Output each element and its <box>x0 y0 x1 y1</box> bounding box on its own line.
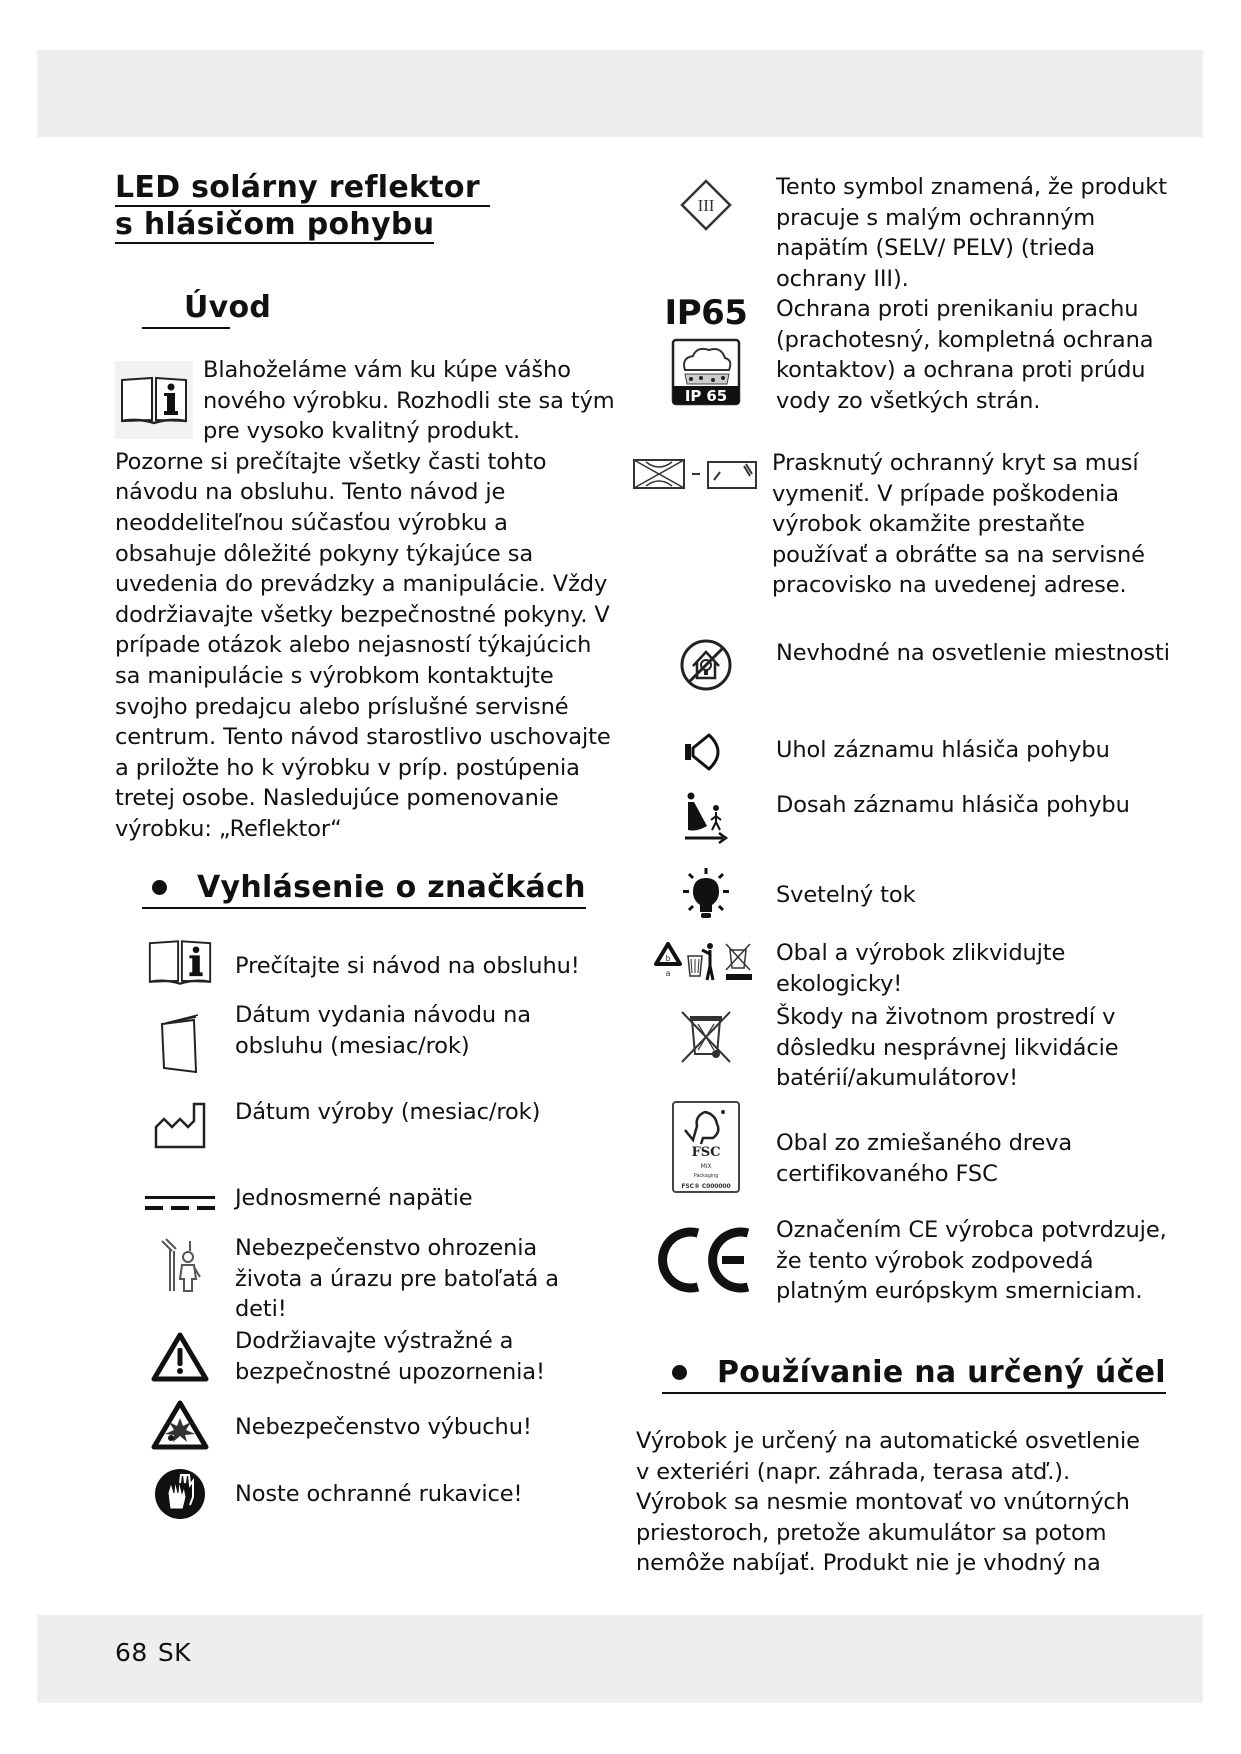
symbol-row <box>636 1002 1176 1094</box>
gloves-icon <box>125 1467 235 1521</box>
icon-label: a <box>665 969 671 978</box>
ip65-label: IP65 <box>664 293 748 333</box>
symbol-description: Noste ochranné rukavice! <box>235 1481 523 1507</box>
no-indoor-lighting-icon <box>636 638 776 692</box>
symbol-row <box>636 172 1176 294</box>
symbol-description: Nebezpečenstvo ohrozenia života a úrazu pre batoľatá a deti! <box>235 1235 559 1323</box>
header-band <box>37 50 1203 137</box>
cracked-cover-icon <box>632 448 772 492</box>
intro-text: Blahoželáme vám ku kúpe vášho nového výrobku. Rozhodli ste sa tým pre vysoko kvalitný produkt. Pozorne si prečítajte všetky časti tohto návodu na obsluhu. Tento návod je neoddeliteľnou súčasťou výrobku a obsahuje dôležité pokyny týkajúce sa uvedenia do prevádzky a manipulácie. Vždy dodržiavajte všetky bezpečnostné pokyny. V prípade otázok alebo nejasností týkajúcich sa manipulácie s výrobkom kontaktujte svojho predajcu alebo príslušné servisné centrum. Tento návod starostlivo uschovajte a priložte ho k výrobku v príp. postúpenia tretej osobe. Nasledujúce pomenovanie výrobku: „Reflektor“ <box>115 357 615 842</box>
symbol-row <box>636 790 1176 846</box>
detection-range-icon <box>636 790 776 846</box>
footer-band <box>37 1615 1203 1703</box>
symbol-row <box>125 1233 595 1325</box>
symbol-description: Jednosmerné napätie <box>235 1185 473 1211</box>
symbol-row <box>125 1183 585 1214</box>
symbol-row <box>636 868 1176 920</box>
symbol-row <box>125 1326 595 1387</box>
page-number: 68 <box>115 1638 148 1667</box>
bullet-icon <box>152 880 167 895</box>
language-code: SK <box>157 1638 192 1667</box>
ce-mark-icon <box>636 1215 776 1295</box>
symbol-description: Dosah záznamu hlásiča pohybu <box>776 792 1130 818</box>
symbol-description: Svetelný tok <box>776 882 916 908</box>
symbol-description: Nebezpečenstvo výbuchu! <box>235 1414 532 1440</box>
crossed-bin-icon <box>636 1002 776 1064</box>
symbol-row <box>636 294 1176 416</box>
detection-angle-icon <box>636 730 776 772</box>
title-line-1: LED solárny reflektor <box>115 171 490 207</box>
symbol-description: Uhol záznamu hlásiča pohybu <box>776 737 1110 763</box>
symbol-description: Nevhodné na osvetlenie miestnosti <box>776 640 1170 666</box>
ip65-icon <box>636 294 776 406</box>
recycling-disposal-icon <box>636 938 776 984</box>
symbol-row <box>636 730 1176 772</box>
factory-icon <box>125 1097 235 1151</box>
icon-label: MIX <box>700 1163 712 1170</box>
ip65-cloud-badge <box>671 338 741 406</box>
booklet-icon <box>125 1000 235 1074</box>
icon-label: III <box>697 196 715 215</box>
document-title <box>115 170 615 244</box>
protection-class-iii-icon <box>636 172 776 232</box>
symbol-description: Prasknutý ochranný kryt sa musí vymeniť. V prípade poškodenia výrobok okamžite prestaňte používať a obráťte sa na servisné pracovisko na uvedenej adrese. <box>772 450 1145 599</box>
heading-text: Vyhlásenie o značkách <box>197 870 586 905</box>
symbol-row <box>636 638 1176 692</box>
section-heading-symbols <box>142 870 586 909</box>
symbol-description: Škody na životnom prostredí v dôsledku nesprávnej likvidácie batérií/akumulátorov! <box>776 1004 1119 1092</box>
manual-info-icon <box>115 361 193 439</box>
symbol-row <box>125 1097 545 1151</box>
icon-label: FSC® C000000 <box>681 1183 731 1190</box>
symbol-description: Ochrana proti prenikaniu prachu (prachotesný, kompletná ochrana kontaktov) a ochrana proti prúdu vody zo všetkých strán. <box>776 296 1154 414</box>
symbol-row <box>125 1000 545 1074</box>
symbol-row <box>636 1215 1176 1307</box>
symbol-row <box>636 448 1176 601</box>
manual-info-icon <box>125 937 235 987</box>
symbol-description: Tento symbol znamená, že produkt pracuje s malým ochranným napätím (SELV/ PELV) (trieda ochrany III). <box>776 174 1167 292</box>
child-hazard-icon <box>125 1233 235 1293</box>
symbol-description: Označením CE výrobca potvrdzuje, že tento výrobok zodpovedá platným európskym smerniciam. <box>776 1217 1167 1305</box>
symbol-description: Prečítajte si návod na obsluhu! <box>235 953 580 979</box>
warning-triangle-icon <box>125 1326 235 1382</box>
explosion-hazard-icon <box>125 1398 235 1450</box>
direct-current-icon <box>125 1183 235 1213</box>
heading-text: Úvod <box>184 290 272 325</box>
icon-label: FSC <box>691 1145 721 1160</box>
symbol-description: Obal zo zmiešaného dreva certifikovaného FSC <box>776 1130 1073 1187</box>
symbol-row <box>125 937 625 987</box>
symbol-description: Dátum výroby (mesiac/rok) <box>235 1099 541 1125</box>
symbol-description: Dátum vydania návodu na obsluhu (mesiac/rok) <box>235 1002 531 1059</box>
intro-paragraph <box>115 355 615 845</box>
fsc-icon <box>636 1100 776 1194</box>
page-footer <box>115 1638 191 1667</box>
heading-text: Používanie na určený účel <box>717 1355 1166 1390</box>
symbol-description: Dodržiavajte výstražné a bezpečnostné upozornenia! <box>235 1328 545 1385</box>
usage-paragraph: Výrobok je určený na automatické osvetlenie v exteriéri (napr. záhrada, terasa atď.). Výrobok sa nesmie montovať vo vnútorných priestoroch, pretože akumulátor sa potom nemôže nabíjať. Produkt nie je vhodný na <box>636 1428 1140 1577</box>
section-heading-usage <box>662 1355 1166 1394</box>
icon-label: b <box>665 954 671 963</box>
bullet-icon <box>672 1365 687 1380</box>
symbol-description: Obal a výrobok zlikvidujte ekologicky! <box>776 940 1066 997</box>
icon-label: Packaging <box>693 1173 719 1179</box>
title-line-2: s hlásičom pohybu <box>115 207 435 242</box>
symbol-row <box>636 1100 1176 1194</box>
light-bulb-icon <box>636 868 776 920</box>
symbol-row <box>125 1467 595 1521</box>
ip65-sub-label: IP 65 <box>684 387 728 405</box>
symbol-row <box>125 1398 595 1450</box>
section-heading-intro <box>142 290 272 329</box>
symbol-row <box>636 938 1176 999</box>
